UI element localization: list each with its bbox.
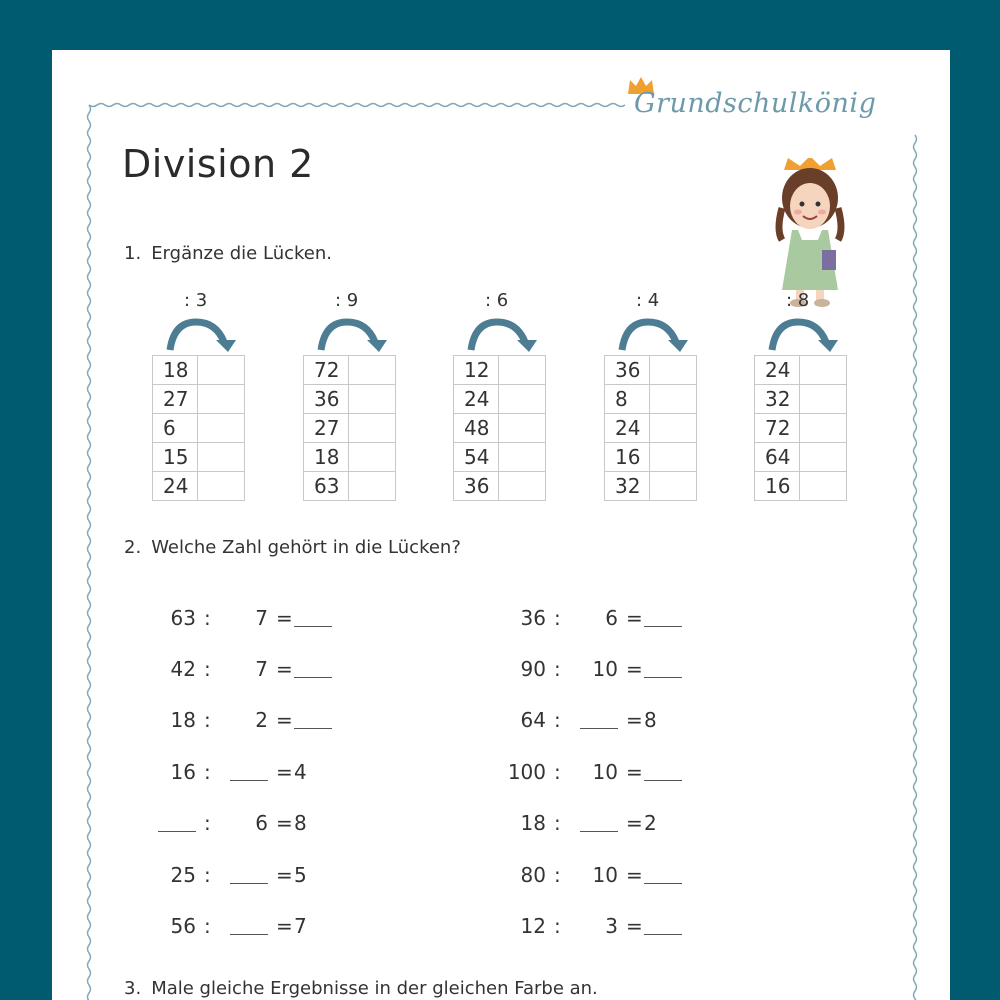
equation-row [52, 760, 950, 786]
table-row [454, 356, 546, 385]
answer-cell[interactable] [499, 356, 546, 385]
dividend-cell: 63 [304, 472, 349, 501]
equals-sign: = [276, 811, 293, 835]
divide-sign: : [204, 760, 211, 784]
task-2-heading [124, 537, 461, 558]
divisor: 10 [592, 863, 618, 887]
dividend: 64 [520, 708, 546, 732]
answer-cell[interactable] [198, 472, 245, 501]
table-row [755, 385, 847, 414]
dividend-cell: 24 [153, 472, 198, 501]
result[interactable] [644, 657, 682, 683]
dividend-cell: 36 [304, 385, 349, 414]
result: 5 [294, 863, 307, 887]
equals-sign: = [276, 863, 293, 887]
curved-arrow-icon [160, 316, 240, 352]
divisor-label: : 6 [485, 290, 509, 311]
answer-cell[interactable] [800, 356, 847, 385]
divide-sign: : [204, 606, 211, 630]
division-table [453, 355, 546, 501]
table-row [304, 414, 396, 443]
answer-cell[interactable] [198, 385, 245, 414]
table-row [304, 385, 396, 414]
table-row [153, 385, 245, 414]
answer-cell[interactable] [499, 414, 546, 443]
divisor: 3 [605, 914, 618, 938]
table-row [153, 414, 245, 443]
table-row [304, 443, 396, 472]
answer-cell[interactable] [349, 443, 396, 472]
task-1-label: Ergänze die Lücken. [151, 243, 332, 264]
brand-logo: Grundschulkönig [634, 88, 877, 119]
table-row [454, 414, 546, 443]
divisor[interactable] [580, 811, 618, 837]
dividend-cell: 16 [755, 472, 800, 501]
task-3-heading [124, 978, 598, 999]
dividend-cell: 32 [755, 385, 800, 414]
dividend-cell: 15 [153, 443, 198, 472]
dividend-cell: 16 [605, 443, 650, 472]
answer-cell[interactable] [198, 414, 245, 443]
dividend-cell: 12 [454, 356, 499, 385]
result: 4 [294, 760, 307, 784]
division-table [152, 355, 245, 501]
divide-sign: : [554, 760, 561, 784]
dividend-cell: 24 [454, 385, 499, 414]
table-row [304, 472, 396, 501]
equation-row [52, 606, 950, 632]
equals-sign: = [276, 708, 293, 732]
divisor-label: : 8 [786, 290, 810, 311]
answer-cell[interactable] [800, 443, 847, 472]
answer-cell[interactable] [650, 356, 697, 385]
equals-sign: = [626, 760, 643, 784]
table-row [304, 356, 396, 385]
division-table [754, 355, 847, 501]
division-table [604, 355, 697, 501]
dividend-cell: 27 [153, 385, 198, 414]
curved-arrow-icon [762, 316, 842, 352]
equals-sign: = [626, 914, 643, 938]
answer-cell[interactable] [349, 472, 396, 501]
result: 8 [644, 708, 657, 732]
answer-cell[interactable] [499, 385, 546, 414]
equals-sign: = [626, 863, 643, 887]
divide-sign: : [554, 657, 561, 681]
table-row [605, 414, 697, 443]
dividend-cell: 32 [605, 472, 650, 501]
division-table [303, 355, 396, 501]
equals-sign: = [276, 760, 293, 784]
dividend-cell: 54 [454, 443, 499, 472]
result: 2 [644, 811, 657, 835]
dividend-cell: 72 [755, 414, 800, 443]
result[interactable] [644, 760, 682, 786]
dividend: 90 [520, 657, 546, 681]
equals-sign: = [626, 811, 643, 835]
answer-cell[interactable] [800, 414, 847, 443]
dividend: 36 [520, 606, 546, 630]
page-title: Division 2 [122, 142, 314, 186]
divisor: 6 [255, 811, 268, 835]
answer-cell[interactable] [349, 414, 396, 443]
dividend-cell: 27 [304, 414, 349, 443]
table-row [153, 472, 245, 501]
task-2-label: Welche Zahl gehört in die Lücken? [151, 537, 461, 558]
divide-sign: : [204, 863, 211, 887]
table-row [605, 356, 697, 385]
dividend-cell: 48 [454, 414, 499, 443]
curved-arrow-icon [311, 316, 391, 352]
result: 7 [294, 914, 307, 938]
dividend-cell: 36 [605, 356, 650, 385]
divide-sign: : [554, 811, 561, 835]
dividend-cell: 8 [605, 385, 650, 414]
equals-sign: = [276, 914, 293, 938]
divide-sign: : [204, 708, 211, 732]
dividend-cell: 18 [153, 356, 198, 385]
dividend-cell: 24 [605, 414, 650, 443]
result[interactable] [644, 914, 682, 940]
answer-cell[interactable] [650, 443, 697, 472]
answer-cell[interactable] [349, 356, 396, 385]
divide-sign: : [554, 606, 561, 630]
divide-sign: : [554, 863, 561, 887]
table-row [605, 443, 697, 472]
result[interactable] [644, 606, 682, 632]
divisor: 6 [605, 606, 618, 630]
equation-row [52, 657, 950, 683]
divide-sign: : [204, 811, 211, 835]
table-row [755, 443, 847, 472]
dividend: 18 [520, 811, 546, 835]
answer-cell[interactable] [499, 443, 546, 472]
table-row [755, 472, 847, 501]
dividend-cell: 64 [755, 443, 800, 472]
dividend: 16 [170, 760, 196, 784]
dividend: 25 [170, 863, 196, 887]
mascot-girl-illustration [772, 158, 852, 308]
divisor-label: : 4 [636, 290, 660, 311]
table-row [454, 472, 546, 501]
answer-cell[interactable] [198, 356, 245, 385]
table-row [755, 356, 847, 385]
dividend: 100 [507, 760, 546, 784]
answer-cell[interactable] [650, 472, 697, 501]
equation-row [52, 708, 950, 734]
task-1-number: 1. [124, 243, 142, 264]
divisor: 10 [592, 657, 618, 681]
dividend: 56 [170, 914, 196, 938]
answer-cell[interactable] [800, 385, 847, 414]
dividend: 42 [170, 657, 196, 681]
answer-cell[interactable] [650, 385, 697, 414]
dividend-cell: 6 [153, 414, 198, 443]
task-3-number: 3. [124, 978, 142, 999]
table-row [605, 472, 697, 501]
equals-sign: = [626, 606, 643, 630]
dividend: 80 [520, 863, 546, 887]
dividend: 18 [170, 708, 196, 732]
divisor: 7 [255, 657, 268, 681]
table-row [605, 385, 697, 414]
divide-sign: : [554, 914, 561, 938]
table-row [454, 385, 546, 414]
curved-arrow-icon [612, 316, 692, 352]
divide-sign: : [204, 657, 211, 681]
divisor: 10 [592, 760, 618, 784]
equation-row [52, 811, 950, 837]
equals-sign: = [626, 657, 643, 681]
divisor-label: : 9 [335, 290, 359, 311]
task-1-heading [124, 243, 332, 264]
worksheet-page [52, 50, 950, 1000]
dividend-cell: 18 [304, 443, 349, 472]
equals-sign: = [276, 657, 293, 681]
divide-sign: : [204, 914, 211, 938]
task-3-label: Male gleiche Ergebnisse in der gleichen Farbe an. [151, 978, 598, 999]
dividend-cell: 36 [454, 472, 499, 501]
answer-cell[interactable] [198, 443, 245, 472]
answer-cell[interactable] [650, 414, 697, 443]
table-row [153, 443, 245, 472]
dividend: 63 [170, 606, 196, 630]
table-row [454, 443, 546, 472]
divisor-label: : 3 [184, 290, 208, 311]
answer-cell[interactable] [499, 472, 546, 501]
equals-sign: = [276, 606, 293, 630]
divisor: 7 [255, 606, 268, 630]
divisor[interactable] [580, 708, 618, 734]
equals-sign: = [626, 708, 643, 732]
equation-row [52, 914, 950, 940]
dividend-cell: 72 [304, 356, 349, 385]
dividend: 12 [520, 914, 546, 938]
task-2-number: 2. [124, 537, 142, 558]
divisor: 2 [255, 708, 268, 732]
dividend-cell: 24 [755, 356, 800, 385]
result[interactable] [644, 863, 682, 889]
equation-row [52, 863, 950, 889]
answer-cell[interactable] [349, 385, 396, 414]
answer-cell[interactable] [800, 472, 847, 501]
table-row [153, 356, 245, 385]
divide-sign: : [554, 708, 561, 732]
result: 8 [294, 811, 307, 835]
table-row [755, 414, 847, 443]
curved-arrow-icon [461, 316, 541, 352]
